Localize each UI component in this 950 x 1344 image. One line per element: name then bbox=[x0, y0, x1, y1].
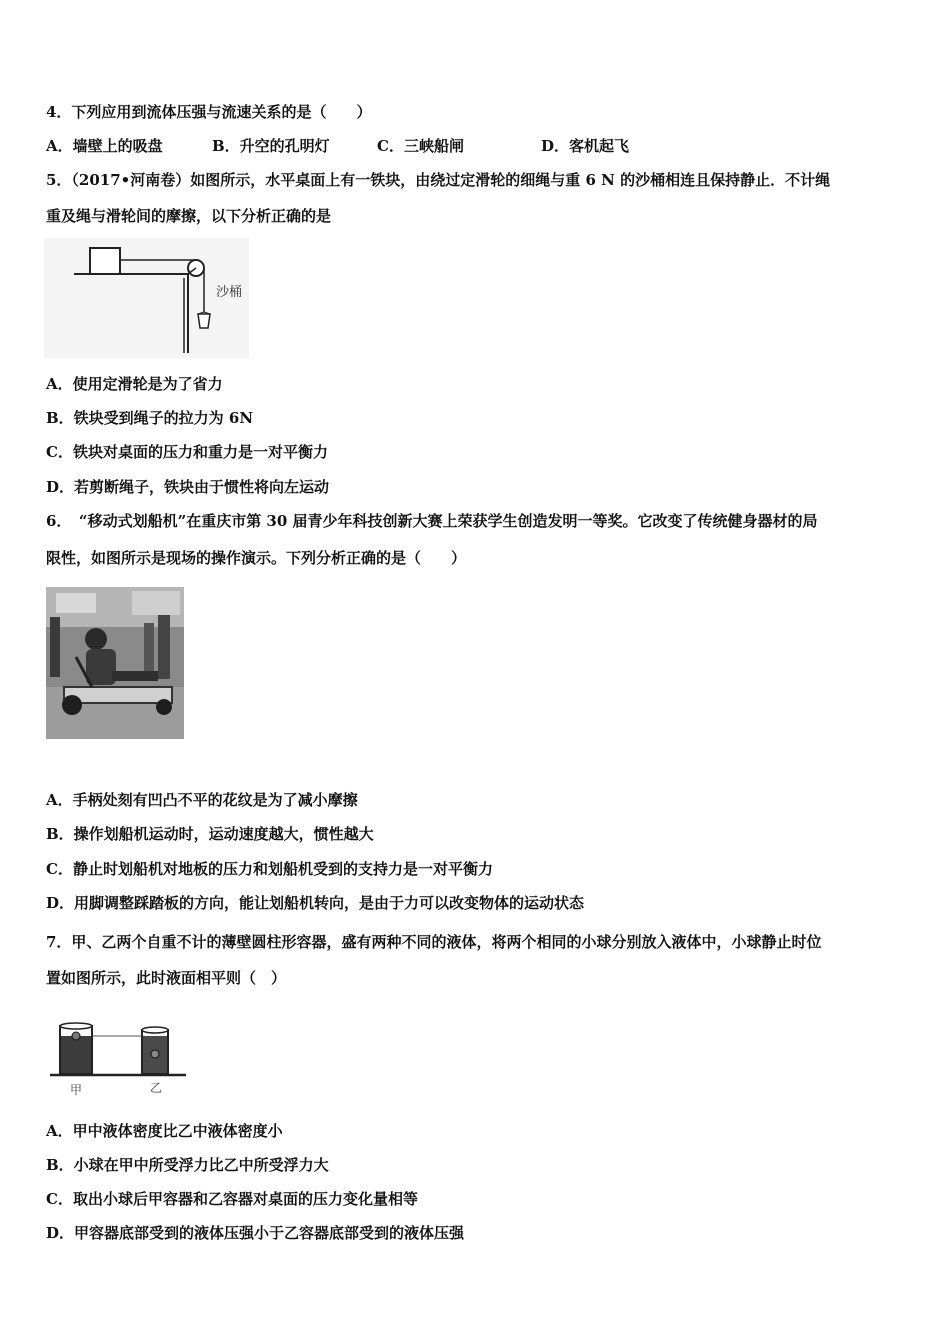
q5-option-b: B．铁块受到绳子的拉力为 6N bbox=[46, 409, 254, 427]
q7-liquid-jia bbox=[61, 1036, 91, 1073]
q7-label-jia: 甲 bbox=[70, 1083, 83, 1097]
q5-option-a: A．使用定滑轮是为了省力 bbox=[46, 375, 223, 393]
q7-option-d: D．甲容器底部受到的液体压强小于乙容器底部受到的液体压强 bbox=[46, 1224, 465, 1242]
q5-option-d: D．若剪断绳子，铁块由于惯性将向左运动 bbox=[46, 478, 330, 496]
q7-label-yi: 乙 bbox=[150, 1081, 163, 1095]
q5-pulley-figure bbox=[44, 238, 249, 358]
q7-option-b: B．小球在甲中所受浮力比乙中所受浮力大 bbox=[46, 1156, 329, 1174]
q6-option-d: D．用脚调整踩踏板的方向，能让划船机转向，是由于力可以改变物体的运动状态 bbox=[46, 894, 585, 912]
q6-rider-legs bbox=[112, 671, 158, 681]
q6-photo-banner-right bbox=[132, 591, 180, 615]
q5-iron-block bbox=[90, 248, 120, 274]
q6-option-b: B．操作划船机运动时，运动速度越大，惯性越大 bbox=[46, 825, 374, 843]
q7-option-c: C．取出小球后甲容器和乙容器对桌面的压力变化量相等 bbox=[46, 1190, 418, 1208]
q6-bystander-right2 bbox=[144, 623, 154, 673]
q7-stem-line2: 置如图所示，此时液面相平则（ ） bbox=[46, 969, 287, 987]
q7-container-yi-rim bbox=[142, 1027, 168, 1033]
q6-machine-wheel-back bbox=[156, 699, 172, 715]
q7-stem-line1: 7．甲、乙两个自重不计的薄壁圆柱形容器，盛有两种不同的液体，将两个相同的小球分别放入液体中，小球静止时位 bbox=[46, 933, 822, 951]
q6-bystander-left bbox=[50, 617, 60, 677]
q7-ball-jia bbox=[72, 1032, 80, 1040]
q5-sand-bucket bbox=[198, 314, 210, 328]
q5-option-c: C．铁块对桌面的压力和重力是一对平衡力 bbox=[46, 443, 328, 461]
q5-stem-line2: 重及绳与滑轮间的摩擦，以下分析正确的是 bbox=[46, 207, 332, 225]
q5-stem-line1: 5．（2017•河南卷）如图所示，水平桌面上有一铁块，由绕过定滑轮的细绳与重 6 N 的沙桶相连且保持静止．不计绳 bbox=[46, 171, 831, 189]
q6-stem-line2: 限性，如图所示是现场的操作演示。下列分析正确的是（ ） bbox=[46, 549, 467, 567]
q7-container-jia-rim bbox=[60, 1023, 92, 1029]
q4-stem: 4．下列应用到流体压强与流速关系的是（ ） bbox=[46, 103, 372, 121]
q6-rider-body bbox=[86, 649, 116, 685]
q6-rider-head bbox=[85, 628, 107, 650]
q6-machine-wheel-front bbox=[62, 695, 82, 715]
q6-rowing-machine-photo bbox=[46, 587, 184, 739]
q4-option-d: D．客机起飞 bbox=[541, 137, 630, 155]
q5-bucket-label: 沙桶 bbox=[216, 285, 243, 300]
q7-option-a: A．甲中液体密度比乙中液体密度小 bbox=[46, 1122, 283, 1140]
q4-option-a: A．墙壁上的吸盘 bbox=[46, 137, 163, 155]
q4-option-b: B．升空的孔明灯 bbox=[212, 137, 330, 155]
q6-stem-line1: 6． “移动式划船机”在重庆市第 30 届青少年科技创新大赛上荣获学生创造发明一等奖。它改变了传统健身器材的局 bbox=[46, 512, 818, 530]
q6-option-c: C．静止时划船机对地板的压力和划船机受到的支持力是一对平衡力 bbox=[46, 860, 493, 878]
q6-option-a: A．手柄处刻有凹凸不平的花纹是为了减小摩擦 bbox=[46, 791, 358, 809]
q7-containers-figure bbox=[46, 1012, 196, 1100]
q6-bystander-right bbox=[158, 615, 170, 679]
q4-option-c: C．三峡船闸 bbox=[377, 137, 464, 155]
q7-ball-yi bbox=[151, 1050, 159, 1058]
q6-photo-banner bbox=[56, 593, 96, 613]
